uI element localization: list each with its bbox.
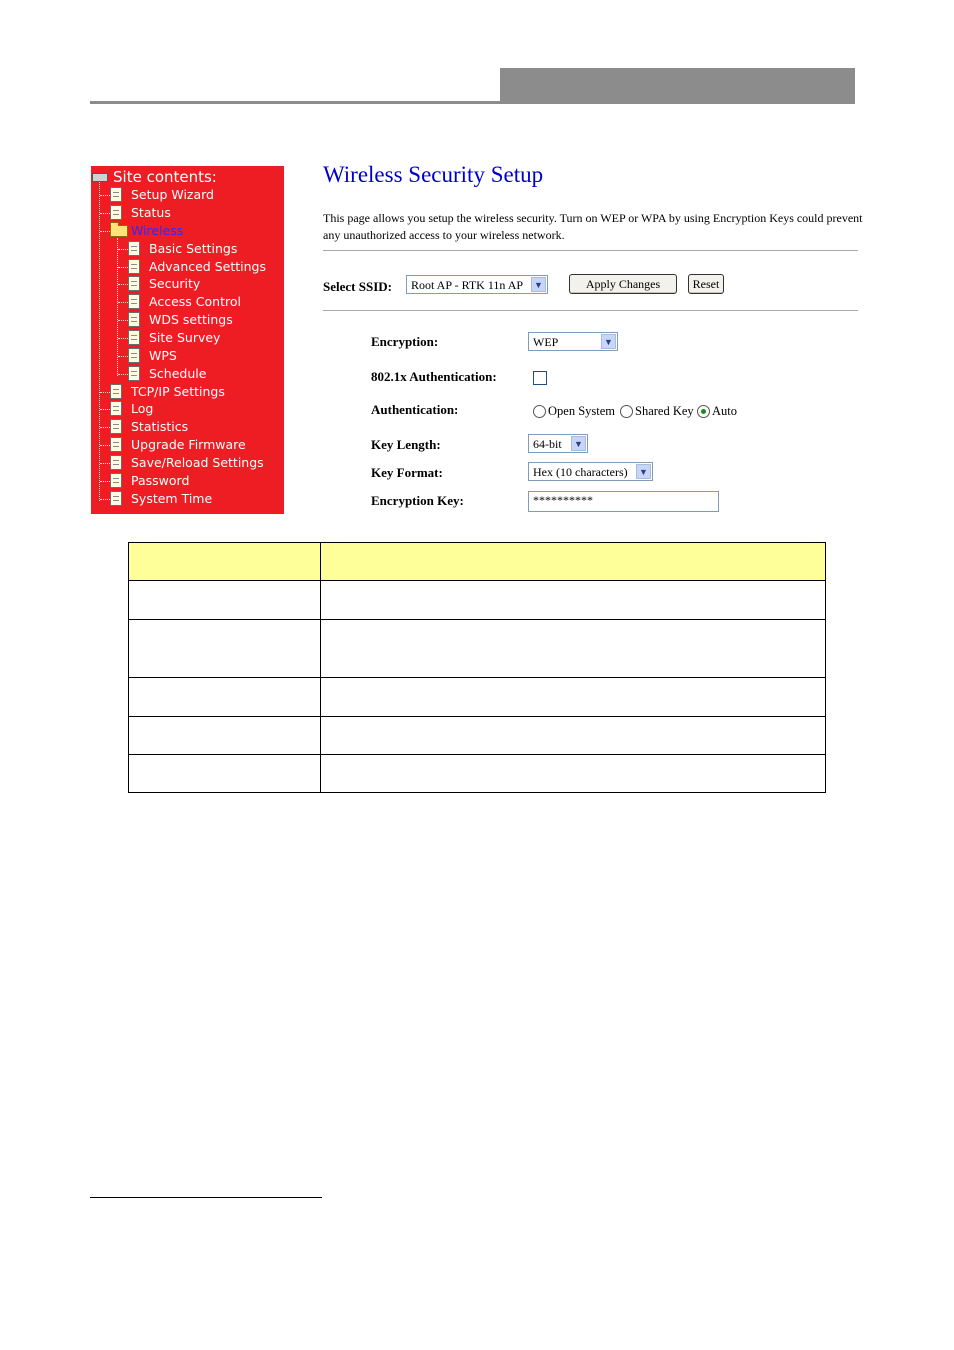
- document-icon: [110, 419, 122, 434]
- key-format-select-value: Hex (10 characters): [533, 465, 628, 479]
- key-length-select-value: 64-bit: [533, 437, 562, 451]
- page-description: This page allows you setup the wireless security. Turn on WEP or WPA by using Encryption Keys could prevent any unauthorized access to your wireless network.: [323, 211, 863, 242]
- sidebar-item-label: Security: [149, 276, 201, 291]
- key-length-select[interactable]: [528, 434, 588, 453]
- table-cell: [321, 581, 826, 620]
- page-title: Wireless Security Setup: [323, 162, 544, 187]
- radio-open-system-label: Open System: [548, 404, 616, 418]
- sidebar-item-label: WDS settings: [149, 312, 233, 327]
- chevron-down-icon[interactable]: ▼: [601, 334, 616, 349]
- ssid-select[interactable]: [406, 275, 548, 294]
- table-row: [129, 678, 826, 717]
- sidebar-item-label: Basic Settings: [149, 241, 238, 256]
- footnote-separator: [90, 1197, 322, 1198]
- apply-changes-button[interactable]: Apply Changes: [569, 274, 677, 294]
- select-ssid-label: Select SSID:: [323, 279, 392, 294]
- sidebar-item-label: Upgrade Firmware: [131, 437, 246, 452]
- radio-shared-key-label: Shared Key: [635, 404, 694, 418]
- sidebar-item-label: Site Survey: [149, 330, 221, 345]
- table-cell: [321, 620, 826, 678]
- sidebar-item-label: Access Control: [149, 294, 241, 309]
- document-icon: [128, 330, 140, 345]
- table-cell: [129, 581, 321, 620]
- sidebar-item-label: Log: [131, 401, 154, 416]
- document-icon: [110, 205, 122, 220]
- sidebar-item-label: System Time: [131, 491, 213, 506]
- tree-root-label: Site contents:: [113, 168, 217, 186]
- table-header-cell: [321, 543, 826, 581]
- table-cell: [129, 755, 321, 793]
- document-icon: [110, 187, 122, 202]
- chevron-down-icon[interactable]: ▼: [571, 436, 586, 451]
- divider: [323, 250, 858, 251]
- tree-connector: [99, 180, 100, 501]
- sidebar-item-label: Wireless: [131, 223, 184, 238]
- sidebar-item-label: Status: [131, 205, 171, 220]
- document-icon: [128, 366, 140, 381]
- key-length-label: Key Length:: [371, 437, 441, 452]
- open-folder-icon: [110, 225, 128, 237]
- authentication-label: Authentication:: [371, 402, 459, 417]
- document-icon: [110, 384, 122, 399]
- encryption-select-value: WEP: [533, 335, 559, 349]
- reset-button[interactable]: Reset: [688, 274, 724, 294]
- table-row: [129, 755, 826, 793]
- sidebar-item-label: Password: [131, 473, 190, 488]
- radio-open-system[interactable]: [533, 405, 546, 418]
- document-icon: [110, 401, 122, 416]
- chevron-down-icon[interactable]: ▼: [531, 277, 546, 292]
- sidebar-item-label: WPS: [149, 348, 177, 363]
- sidebar-item-label: Statistics: [131, 419, 189, 434]
- document-icon: [110, 455, 122, 470]
- parameter-table: [128, 542, 826, 793]
- sidebar-item-label: TCP/IP Settings: [131, 384, 225, 399]
- table-cell: [321, 755, 826, 793]
- document-icon: [128, 348, 140, 363]
- document-icon: [110, 491, 122, 506]
- table-row: [129, 581, 826, 620]
- table-cell: [321, 717, 826, 755]
- key-format-select[interactable]: [528, 462, 653, 481]
- table-header-row: [129, 543, 826, 581]
- encryption-key-label: Encryption Key:: [371, 493, 464, 508]
- encryption-label: Encryption:: [371, 334, 439, 349]
- table-cell: [129, 620, 321, 678]
- table-row: [129, 717, 826, 755]
- 8021x-auth-checkbox[interactable]: [533, 371, 547, 385]
- table-cell: [129, 717, 321, 755]
- document-icon: [110, 437, 122, 452]
- sidebar-item-label: Advanced Settings: [149, 259, 266, 274]
- header-rule: [90, 101, 502, 104]
- sidebar-item-label: Schedule: [149, 366, 207, 381]
- radio-shared-key[interactable]: [620, 405, 633, 418]
- table-cell: [321, 678, 826, 717]
- main-panel: [314, 162, 863, 514]
- document-icon: [128, 294, 140, 309]
- key-format-label: Key Format:: [371, 465, 443, 480]
- encryption-key-input[interactable]: **********: [528, 491, 719, 512]
- table-header-cell: [129, 543, 321, 581]
- encryption-select[interactable]: [528, 332, 618, 351]
- 8021x-auth-label: 802.1x Authentication:: [371, 369, 497, 384]
- document-icon: [128, 259, 140, 274]
- document-icon: [128, 312, 140, 327]
- document-icon: [128, 241, 140, 256]
- sidebar-item-label: Setup Wizard: [131, 187, 214, 202]
- table-cell: [129, 678, 321, 717]
- document-icon: [110, 473, 122, 488]
- ssid-select-value: Root AP - RTK 11n AP: [411, 278, 524, 292]
- header-bar: [500, 68, 855, 104]
- sidebar-tree: [91, 166, 284, 514]
- chevron-down-icon[interactable]: ▼: [636, 464, 651, 479]
- computer-icon: [92, 173, 108, 182]
- radio-auto-label: Auto: [712, 404, 737, 418]
- document-icon: [128, 276, 140, 291]
- sidebar-item-label: Save/Reload Settings: [131, 455, 264, 470]
- divider: [323, 310, 858, 311]
- table-row: [129, 620, 826, 678]
- radio-auto[interactable]: [697, 405, 710, 418]
